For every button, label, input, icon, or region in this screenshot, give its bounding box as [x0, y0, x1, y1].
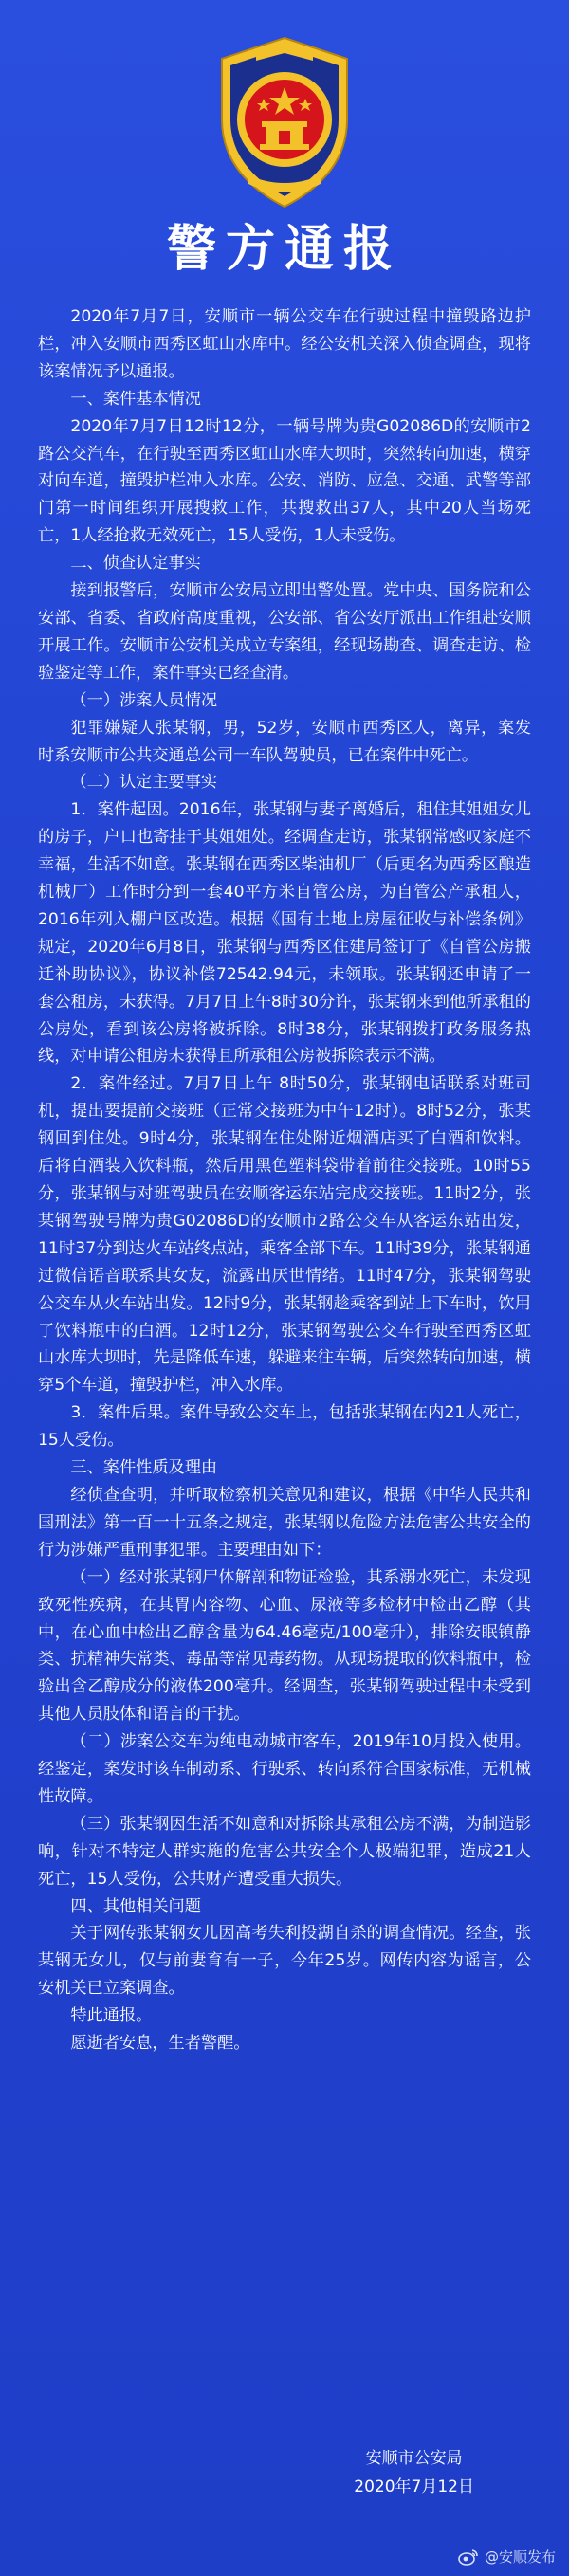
weibo-icon [458, 2549, 479, 2566]
rumor-paragraph: 关于网传张某钢女儿因高考失利投湖自杀的调查情况。经查，张某钢无女儿，仅与前妻育有一子，今年25岁。网传内容为谣言，公安机关已立案调查。 [38, 1924, 531, 1999]
cause-paragraph: 1．案件起因。2016年，张某钢与妻子离婚后，租住其姐姐女儿的房子，户口也寄挂于其姐姐处。经调查走访，张某钢常感叹家庭不幸福，生活不如意。张某钢在西秀区柴油机厂（后更名为西秀区酿造机械厂）工作时分到一套40平方米自管公房，为自管公产承租人，2016年列入棚户区改造。根据《国有土地上房屋征收与补偿条例》规定，2020年6月8日，张某钢与西秀区住建局签订了《自管公房搬迁补助协议》，协议补偿72542.94元，未领取。张某钢还申请了一套公租房，未获得。7月7日上午8时30分许，张某钢来到他所承租的公房处，看到该公房将被拆除。8时38分，张某钢拨打政务服务热线，对申请公租房未获得且所承租公房被拆除表示不满。 [38, 800, 531, 1067]
notice-body [38, 303, 531, 2057]
case-basic-paragraph: 2020年7月7日12时12分，一辆号牌为贵G02086D的安顺市2路公交汽车，在行驶至西秀区虹山水库大坝时，突然转向加速，横穿对向车道，撞毁护栏冲入水库。公安、消防、应急、交通、武警等部门第一时间组织开展搜救工作，共搜救出37人，其中20人当场死亡，1人经抢救无效死亡，15人受伤，1人未受伤。 [38, 416, 531, 546]
police-emblem-area [0, 32, 569, 210]
intro-paragraph: 2020年7月7日，安顺市一辆公交车在行驶过程中撞毁路边护栏，冲入安顺市西秀区虹山水库中。经公安机关深入侦查调查，现将该案情况予以通报。 [38, 307, 531, 381]
suspect-paragraph: 犯罪嫌疑人张某钢，男，52岁，安顺市西秀区人，离异，案发时系安顺市公共交通总公司一车队驾驶员，已在案件中死亡。 [38, 718, 531, 765]
signature-org: 安顺市公安局 [365, 2449, 463, 2468]
subheading-facts: （二）认定主要事实 [70, 773, 218, 793]
consequence-paragraph: 3．案件后果。案件导致公交车上，包括张某钢在内21人死亡，15人受伤。 [38, 1403, 531, 1451]
condolence-paragraph: 愿逝者安息，生者警醒。 [70, 2034, 250, 2054]
signature-date: 2020年7月12日 [354, 2477, 474, 2496]
police-emblem-icon [209, 32, 360, 212]
reason-2-paragraph: （二）涉案公交车为纯电动城市客车，2019年10月投入使用。经鉴定，案发时该车制动系、行驶系、转向系符合国家标准，无机械性故障。 [38, 1732, 531, 1806]
section-heading-4: 四、其他相关问题 [70, 1896, 201, 1916]
reason-1-paragraph: （一）经对张某钢尸体解剖和物证检验，其系溺水死亡，未发现致死性疾病，在其胃内容物、心血、尿液等多检材中检出乙醇（其中，在心血中检出乙醇含量为64.46毫克/100毫升），排除安眠镇静类、抗精神失常类、毒品等常见毒药物。从现场提取的饮料瓶中，检验出含乙醇成分的液体200毫升。经调查，张某钢驾驶过程中未受到其他人员肢体和语言的干扰。 [38, 1567, 531, 1725]
weibo-watermark [458, 2547, 556, 2567]
subheading-persons: （一）涉案人员情况 [70, 690, 218, 710]
watermark-text: @安顺发布 [484, 2549, 556, 2566]
signature-block [354, 2444, 474, 2501]
investigation-paragraph: 接到报警后，安顺市公安局立即出警处置。党中央、国务院和公安部、省委、省政府高度重视，公安部、省公安厅派出工作组赴安顺开展工作。安顺市公安机关成立专案组，经现场勘查、调查走访、检验鉴定等工作，案件事实已经查清。 [38, 581, 531, 683]
section-heading-2: 二、侦查认定事实 [70, 554, 201, 574]
section-heading-3: 三、案件性质及理由 [70, 1458, 218, 1478]
process-paragraph: 2．案件经过。7月7日上午 8时50分，张某钢电话联系对班司机，提出要提前交接班（正常交接班为中午12时）。8时52分，张某钢回到住处。9时4分，张某钢在住处附近烟酒店买了白酒和饮料。后将白酒装入饮料瓶，然后用黑色塑料袋带着前往交接班。10时55分，张某钢与对班驾驶员在安顺客运东站完成交接班。11时2分，张某钢驾驶号牌为贵G02086D的安顺市2路公交车从客运东站出发，11时37分到达火车站终点站，乘客全部下车。11时39分，张某钢通过微信语音联系其女友，流露出厌世情绪。11时47分，张某钢驾驶公交车从火车站出发。12时9分，张某钢趁乘客到站上下车时，饮用了饮料瓶中的白酒。12时12分，张某钢驾驶公交车行驶至西秀区虹山水库大坝时，先是降低车速，躲避来往车辆，后突然转向加速，横穿5个车道，撞毁护栏，冲入水库。 [38, 1074, 531, 1396]
nature-paragraph: 经侦查查明，并听取检察机关意见和建议，根据《中华人民共和国刑法》第一百一十五条之规定，张某钢以危险方法危害公共安全的行为涉嫌严重刑事犯罪。主要理由如下： [38, 1485, 531, 1560]
page-title: 警方通报 [166, 221, 402, 278]
reason-3-paragraph: （三）张某钢因生活不如意和对拆除其承租公房不满，为制造影响，针对不特定人群实施的危害公共安全个人极端犯罪，造成21人死亡，15人受伤，公共财产遭受重大损失。 [38, 1814, 531, 1889]
closing-paragraph: 特此通报。 [70, 2006, 153, 2026]
section-heading-1: 一、案件基本情况 [70, 389, 201, 409]
